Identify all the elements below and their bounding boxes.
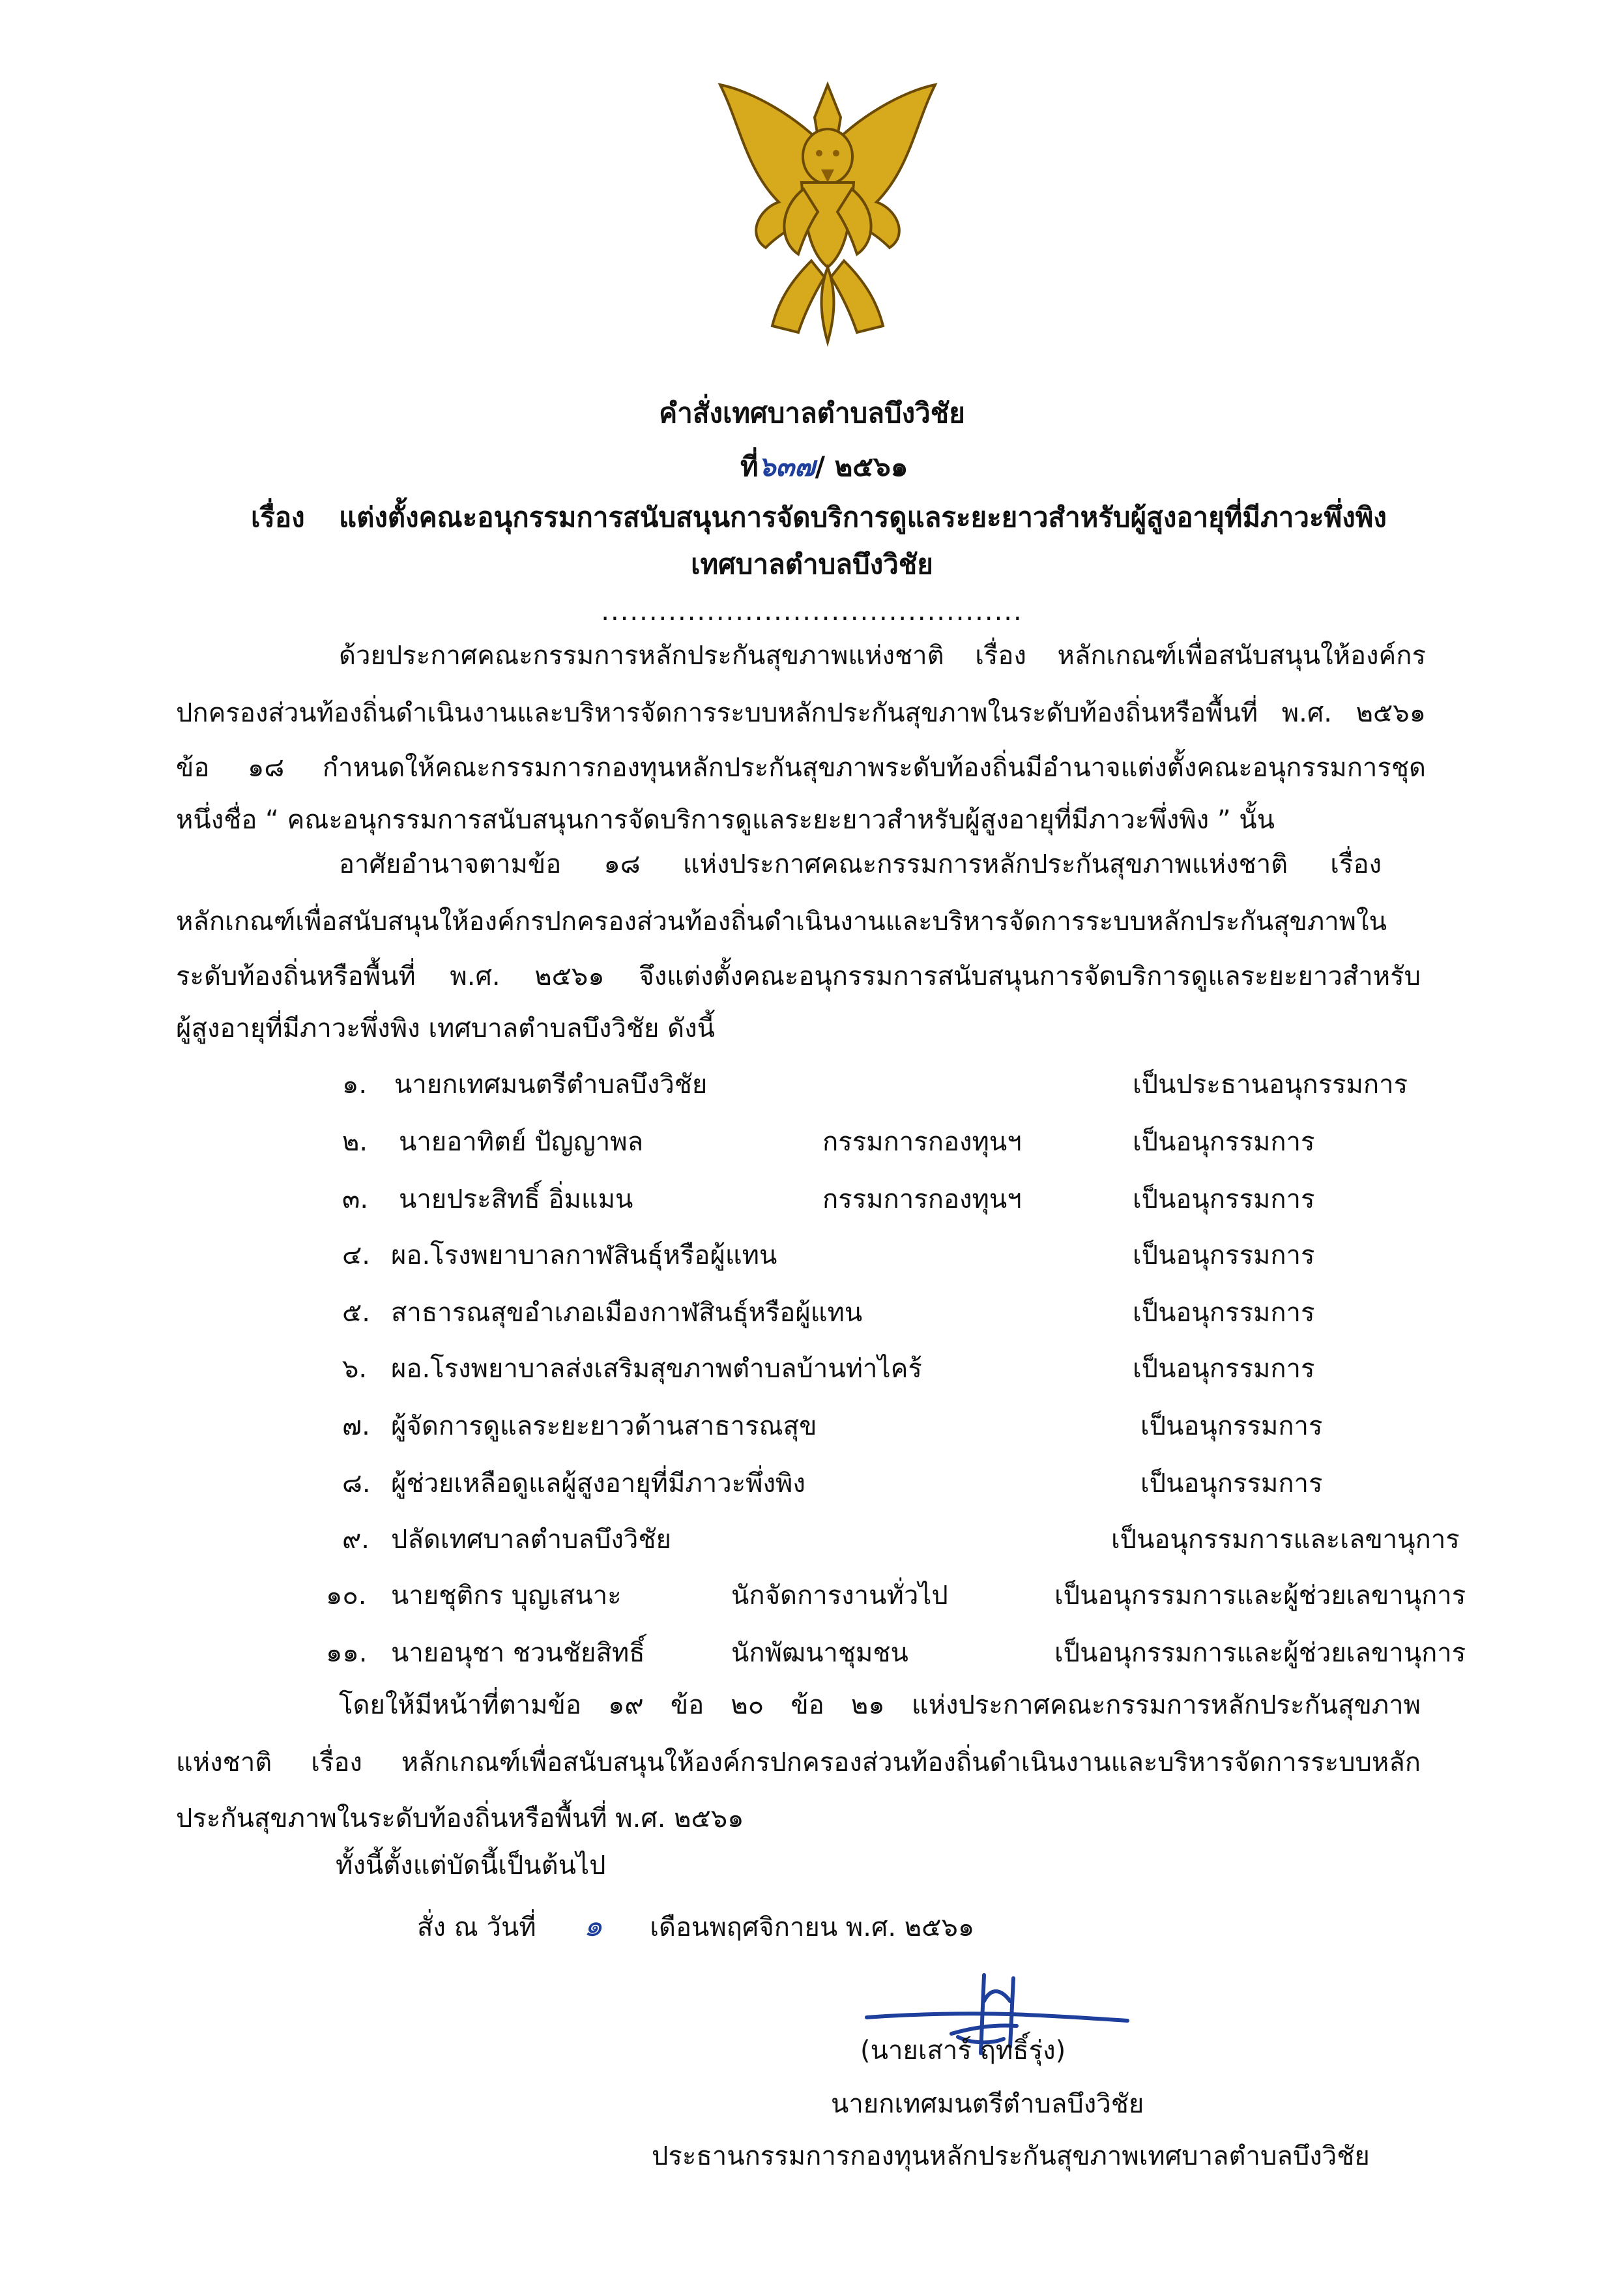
subject-label: เรื่อง [251, 501, 305, 533]
member-role: เป็นอนุกรรมการและผู้ช่วยเลขานุการ [1054, 1581, 1466, 1611]
member-name: ปลัดเทศบาลตำบลบึงวิชัย [391, 1525, 671, 1555]
member-role: เป็นอนุกรรมการ [1133, 1354, 1315, 1384]
para3-line-3: ประกันสุขภาพในระดับท้องถิ่นหรือพื้นที่ พ.ศ. ๒๕๖๑ [176, 1804, 744, 1834]
member-name: ผอ.โรงพยาบาลส่งเสริมสุขภาพตำบลบ้านท่าไคร้ [391, 1354, 922, 1384]
member-no: ๑. [342, 1070, 368, 1100]
para2-line-2: หลักเกณฑ์เพื่อสนับสนุนให้องค์กรปกครองส่วนท้องถิ่นดำเนินงานและบริหารจัดการระบบหลักประกันสุขภาพใน [176, 907, 1387, 937]
order-number-handwritten: ๖๓๗ [758, 450, 815, 482]
document-title: คำสั่งเทศบาลตำบลบึงวิชัย [659, 397, 965, 429]
member-no: ๙. [342, 1525, 370, 1555]
subject-line-2: เทศบาลตำบลบึงวิชัย [691, 548, 933, 580]
member-no: ๓. [342, 1184, 369, 1214]
member-no: ๔. [342, 1240, 370, 1270]
member-position: นักพัฒนาชุมชน [731, 1638, 908, 1668]
member-role: เป็นอนุกรรมการและเลขานุการ [1111, 1525, 1460, 1555]
member-position: กรรมการกองทุนฯ [822, 1184, 1022, 1214]
para2-line-3: ระดับท้องถิ่นหรือพื้นที่ พ.ศ. ๒๕๖๑ จึงแต่งตั้งคณะอนุกรรมการสนับสนุนการจัดบริการดูแลระยะยาวสำหรับ [176, 961, 1421, 991]
member-name: ผู้จัดการดูแลระยะยาวด้านสาธารณสุข [391, 1411, 817, 1441]
para3-line-2: แห่งชาติ เรื่อง หลักเกณฑ์เพื่อสนับสนุนให้องค์กรปกครองส่วนท้องถิ่นดำเนินงานและบริหารจัดการระบบหลัก [176, 1748, 1421, 1778]
member-name: นายชุติกร บุญเสนาะ [391, 1581, 622, 1611]
member-no: ๕. [342, 1298, 370, 1328]
member-no: ๘. [342, 1469, 371, 1499]
para3-line-1: โดยให้มีหน้าที่ตามข้อ ๑๙ ข้อ ๒๐ ข้อ ๒๑ แห่งประกาศคณะกรรมการหลักประกันสุขภาพ [339, 1690, 1421, 1720]
member-name: นายกเทศมนตรีตำบลบึงวิชัย [394, 1070, 708, 1100]
para2-line-1: อาศัยอำนาจตามข้อ ๑๘ แห่งประกาศคณะกรรมการหลักประกันสุขภาพแห่งชาติ เรื่อง [339, 849, 1382, 879]
member-role: เป็นอนุกรรมการและผู้ช่วยเลขานุการ [1054, 1638, 1466, 1668]
member-name: ผอ.โรงพยาบาลกาฬสินธุ์หรือผู้แทน [391, 1240, 777, 1270]
signatory-title-1: นายกเทศมนตรีตำบลบึงวิชัย [831, 2089, 1144, 2119]
member-no: ๒. [342, 1127, 368, 1157]
member-role: เป็นอนุกรรมการ [1133, 1240, 1315, 1270]
subject-line-1: แต่งตั้งคณะอนุกรรมการสนับสนุนการจัดบริการดูแลระยะยาวสำหรับผู้สูงอายุที่มีภาวะพึ่งพิง [339, 501, 1387, 533]
order-date-prefix: สั่ง ณ วันที่ [417, 1912, 536, 1942]
order-number [740, 450, 908, 484]
member-role: เป็นอนุกรรมการ [1140, 1469, 1323, 1499]
signatory-name: (นายเสาร์ ฤทธิ์รุ่ง) [860, 2036, 1066, 2066]
member-name: นายประสิทธิ์ อิ่มแมน [399, 1184, 633, 1214]
para1-line-1: ด้วยประกาศคณะกรรมการหลักประกันสุขภาพแห่งชาติ เรื่อง หลักเกณฑ์เพื่อสนับสนุนให้องค์กร [339, 641, 1426, 671]
member-role: เป็นอนุกรรมการ [1133, 1298, 1315, 1328]
member-name: ผู้ช่วยเหลือดูแลผู้สูงอายุที่มีภาวะพึ่งพิง [391, 1469, 805, 1499]
para1-line-2: ปกครองส่วนท้องถิ่นดำเนินงานและบริหารจัดการระบบหลักประกันสุขภาพในระดับท้องถิ่นหรือพื้นที่ พ.ศ. ๒๕๖๑ [176, 698, 1426, 728]
order-number-prefix: ที่ [740, 450, 759, 482]
member-role: เป็นอนุกรรมการ [1133, 1127, 1315, 1157]
para1-line-3: ข้อ ๑๘ กำหนดให้คณะกรรมการกองทุนหลักประกันสุขภาพระดับท้องถิ่นมีอำนาจแต่งตั้งคณะอนุกรรมการชุด [176, 753, 1426, 783]
header-divider: ............................................ [601, 596, 1023, 626]
member-position: กรรมการกองทุนฯ [822, 1127, 1022, 1157]
effective-statement: ทั้งนี้ตั้งแต่บัดนี้เป็นต้นไป [336, 1851, 606, 1881]
member-no: ๗. [342, 1411, 370, 1441]
order-date-suffix: เดือนพฤศจิกายน พ.ศ. ๒๕๖๑ [650, 1912, 975, 1942]
member-name: นายอนุชา ชวนชัยสิทธิ์ [391, 1638, 645, 1668]
para2-line-4: ผู้สูงอายุที่มีภาวะพึ่งพิง เทศบาลตำบลบึงวิชัย ดังนี้ [176, 1014, 715, 1044]
member-role: เป็นอนุกรรมการ [1133, 1184, 1315, 1214]
member-name: นายอาทิตย์ ปัญญาพล [399, 1127, 644, 1157]
garuda-emblem-icon [707, 78, 948, 352]
member-no: ๑๐. [326, 1581, 367, 1611]
para1-line-4: หนึ่งชื่อ “ คณะอนุกรรมการสนับสนุนการจัดบริการดูแลระยะยาวสำหรับผู้สูงอายุที่มีภาวะพึ่งพิง ” นั้น [176, 805, 1275, 835]
member-no: ๑๑. [326, 1638, 368, 1668]
order-day-handwritten: ๑ [583, 1908, 603, 1943]
signatory-title-2: ประธานกรรมการกองทุนหลักประกันสุขภาพเทศบาลตำบลบึงวิชัย [652, 2141, 1370, 2171]
member-no: ๖. [342, 1354, 368, 1384]
member-position: นักจัดการงานทั่วไป [731, 1581, 948, 1611]
order-date [417, 1909, 974, 1944]
member-role: เป็นประธานอนุกรรมการ [1133, 1070, 1408, 1100]
member-role: เป็นอนุกรรมการ [1140, 1411, 1323, 1441]
order-number-suffix: / ๒๕๖๑ [815, 450, 908, 482]
member-name: สาธารณสุขอำเภอเมืองกาฬสินธุ์หรือผู้แทน [391, 1298, 863, 1328]
